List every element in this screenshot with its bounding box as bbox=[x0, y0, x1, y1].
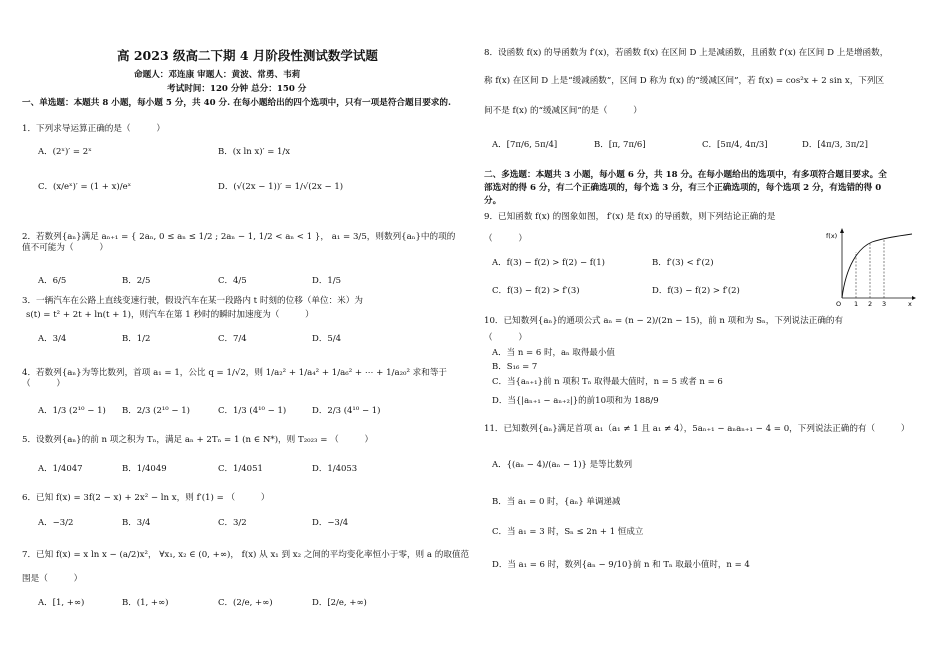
section2-line2: 部选对的得 6 分，有二个正确选项的，每个选 3 分，有三个正确选项的，每个选项 2 分，有选错的得 0 bbox=[484, 183, 882, 193]
q3-option-d: D．5/4 bbox=[312, 334, 341, 344]
q9-option-b: B．f′(3) < f′(2) bbox=[652, 258, 714, 268]
q1-option-a: A．(2ˣ)′ = 2ˣ bbox=[38, 147, 92, 157]
graph-origin: O bbox=[836, 300, 842, 308]
graph-tick-2: 2 bbox=[868, 300, 873, 308]
q7-option-c: C．(2/e, +∞) bbox=[218, 598, 273, 608]
q10-option-a: A．当 n = 6 时，aₙ 取得最小值 bbox=[492, 348, 615, 358]
f-curve bbox=[842, 234, 912, 298]
q9-function-graph bbox=[824, 226, 916, 308]
q1-option-c: C．(x/eˣ)′ = (1 + x)/eˣ bbox=[38, 182, 132, 192]
q7-option-b: B．(1, +∞) bbox=[122, 598, 169, 608]
q6-option-c: C．3/2 bbox=[218, 518, 247, 528]
q2-option-d: D．1/5 bbox=[312, 276, 341, 286]
q5-option-b: B．1/4049 bbox=[122, 464, 167, 474]
section2-line3: 分。 bbox=[484, 196, 502, 206]
q1-option-d: D．(√(2x − 1))′ = 1/√(2x − 1) bbox=[218, 182, 344, 192]
graph-ylabel: f(x) bbox=[826, 232, 838, 240]
q7-option-d: D．[2/e, +∞) bbox=[312, 598, 367, 608]
q11-option-c: C．当 a₁ = 3 时，Sₙ ≤ 2n + 1 恒成立 bbox=[492, 527, 644, 537]
q3-option-b: B．1/2 bbox=[122, 334, 151, 344]
q9-option-a: A．f(3) − f(2) > f(2) − f(1) bbox=[492, 258, 605, 268]
q6-option-a: A．−3/2 bbox=[38, 518, 74, 528]
q7-option-a: A．[1, +∞) bbox=[38, 598, 85, 608]
q6-stem: 6．已知 f(x) = 3f(2 − x) + 2x² − ln x，则 f′(1) = （ ） bbox=[22, 493, 270, 503]
q7-stem-line1: 7．已知 f(x) = x ln x − (a/2)x²， ∀x₁, x₂ ∈ (0, +∞)， f(x) 从 x₁ 到 x₂ 之间的平均变化率恒小于零，则 a 的取值范 bbox=[22, 550, 470, 560]
q11-option-d: D．当 a₁ = 6 时，数列{aₙ − 9/10}前 n 和 Tₙ 取最小值时，n = 4 bbox=[492, 560, 750, 570]
q3-option-c: C．7/4 bbox=[218, 334, 247, 344]
q10-option-d: D．当{|aₙ₊₁ − aₙ₊₂|}的前10项和为 188/9 bbox=[492, 396, 659, 406]
exam-info: 考试时间：120 分钟 总分：150 分 bbox=[167, 84, 307, 94]
q6-option-b: B．3/4 bbox=[122, 518, 151, 528]
q11-option-a: A．{(aₙ − 4)/(aₙ − 1)} 是等比数列 bbox=[492, 460, 633, 470]
x-axis-arrow bbox=[912, 296, 916, 300]
q4-option-c: C．1/3 (4¹⁰ − 1) bbox=[218, 406, 287, 416]
q9-stem: 9．已知函数 f(x) 的图象如图， f′(x) 是 f(x) 的导函数，则下列结论正确的是 bbox=[484, 212, 776, 222]
q3-stem-line2: s(t) = t² + 2t + ln(t + 1)，则汽车在第 1 秒时的瞬时加速度为（ ） bbox=[26, 310, 314, 320]
q5-option-c: C．1/4051 bbox=[218, 464, 263, 474]
y-axis-arrow bbox=[840, 228, 844, 233]
q4-option-a: A．1/3 (2¹⁰ − 1) bbox=[38, 406, 106, 416]
q5-option-a: A．1/4047 bbox=[38, 464, 83, 474]
q8-line1: 8．设函数 f(x) 的导函数为 f′(x)，若函数 f(x) 在区间 D 上是减函数，且函数 f′(x) 在区间 D 上是增函数， bbox=[484, 48, 889, 58]
q2-option-c: C．4/5 bbox=[218, 276, 247, 286]
q1-stem: 1．下列求导运算正确的是（ ） bbox=[22, 124, 165, 134]
q9-paren: （ ） bbox=[484, 234, 527, 244]
q4-option-d: D．2/3 (4¹⁰ − 1) bbox=[312, 406, 381, 416]
q8-option-a: A．[7π/6, 5π/4] bbox=[492, 140, 558, 150]
q3-stem-line1: 3．一辆汽车在公路上直线变速行驶，假设汽车在某一段路内 t 时刻的位移（单位：米）为 bbox=[22, 296, 363, 306]
q10-option-c: C．当{aₙ₊₁}前 n 项积 Tₙ 取得最大值时，n = 5 或者 n = 6 bbox=[492, 377, 723, 387]
q9-option-d: D．f(3) − f(2) > f′(2) bbox=[652, 286, 740, 296]
q6-option-d: D．−3/4 bbox=[312, 518, 349, 528]
section2-line1: 二、多选题：本题共 3 小题，每小题 6 分，共 18 分。在每小题给出的选项中，有多项符合题目要求。全 bbox=[484, 170, 887, 180]
q8-option-d: D．[4π/3, 3π/2] bbox=[802, 140, 868, 150]
exam-title: 高 2023 级高二下期 4 月阶段性测试数学试题 bbox=[117, 48, 378, 63]
q10-stem: 10．已知数列{aₙ}的通项公式 aₙ = (n − 2)/(2n − 15)，前 n 项和为 Sₙ，下列说法正确的有 bbox=[484, 316, 844, 326]
q5-stem: 5．设数列{aₙ}的前 n 项之积为 Tₙ，满足 aₙ + 2Tₙ = 1 (n ∈ N*)，则 T₂₀₂₃ = （ ） bbox=[22, 435, 374, 445]
q8-option-c: C．[5π/4, 4π/3] bbox=[702, 140, 768, 150]
q7-stem-line2: 围是（ ） bbox=[22, 574, 83, 584]
q1-option-b: B．(x ln x)′ = 1/x bbox=[218, 147, 291, 157]
q2-option-b: B．2/5 bbox=[122, 276, 151, 286]
q4-stem: 4．若数列{aₙ}为等比数列，首项 a₁ = 1，公比 q = 1/√2，则 1/a₂² + 1/a₄² + 1/a₆² + ⋯ + 1/a₂₀² 求和等于（ ） bbox=[22, 368, 448, 389]
q8-option-b: B．[π, 7π/6] bbox=[594, 140, 646, 150]
graph-tick-1: 1 bbox=[854, 300, 859, 308]
q11-option-b: B．当 a₁ = 0 时，{aₙ} 单调递减 bbox=[492, 497, 621, 507]
q2-stem: 2．若数列{aₙ}满足 aₙ₊₁ = { 2aₙ, 0 ≤ aₙ ≤ 1/2 ; 2aₙ − 1, 1/2 < aₙ < 1 }， a₁ = 3/5，则数列{aₙ}中的项的值不可能为（ ） bbox=[22, 232, 456, 253]
graph-xlabel: x bbox=[908, 300, 912, 308]
q10-paren: （ ） bbox=[484, 333, 527, 343]
q8-line3: 间不是 f(x) 的“缓减区间”的是（ ） bbox=[484, 106, 642, 116]
q9-option-c: C．f(3) − f(2) > f′(3) bbox=[492, 286, 580, 296]
q10-option-b: B．S₁₆ = 7 bbox=[492, 362, 538, 372]
q4-option-b: B．2/3 (2¹⁰ − 1) bbox=[122, 406, 190, 416]
q8-line2: 称 f(x) 在区间 D 上是“缓减函数”，区间 D 称为 f(x) 的“缓减区间”，若 f(x) = cos²x + 2 sin x，下列区 bbox=[484, 76, 885, 86]
section1-heading: 一、单选题：本题共 8 小题，每小题 5 分，共 40 分. 在每小题给出的四个选项中，只有一项是符合题目要求的. bbox=[22, 98, 451, 108]
q11-stem: 11．已知数列{aₙ}满足首项 a₁（a₁ ≠ 1 且 a₁ ≠ 4），5aₙ₊₁ − aₙaₙ₊₁ − 4 = 0，下列说法正确的有（ ） bbox=[484, 424, 910, 434]
exam-authors: 命题人：邓连康 审题人：黄波、常勇、韦莉 bbox=[134, 70, 301, 80]
q3-option-a: A．3/4 bbox=[38, 334, 67, 344]
q5-option-d: D．1/4053 bbox=[312, 464, 358, 474]
q2-option-a: A．6/5 bbox=[38, 276, 67, 286]
graph-tick-3: 3 bbox=[882, 300, 887, 308]
